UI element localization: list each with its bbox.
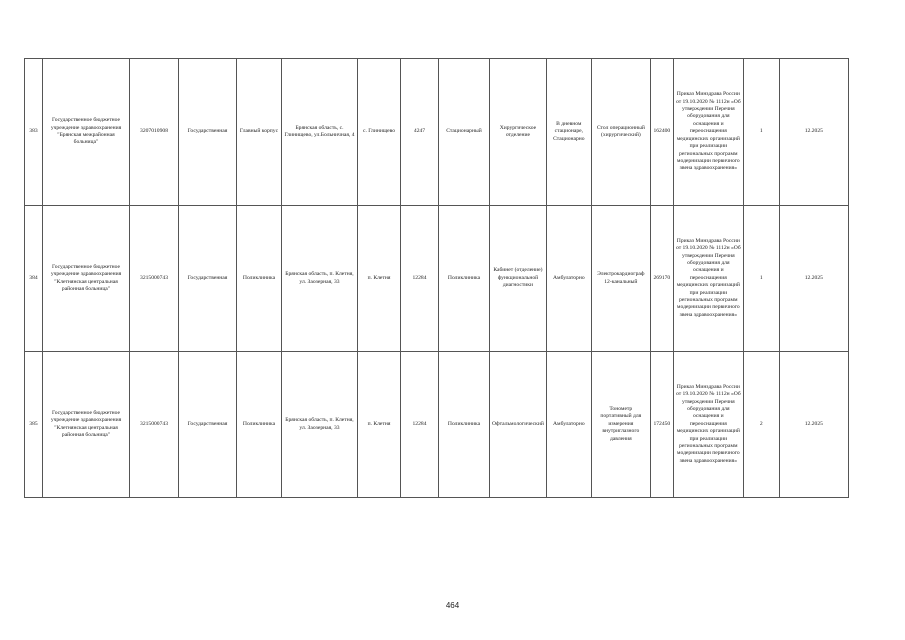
cell-org: Государственное бюджетное учреждение здравоохранения "Клетнянская центральная районная больница"	[43, 352, 130, 498]
table-row	[25, 352, 849, 498]
cell-order: Приказ Минздрава России от 19.10.2020 № 1112н «Об утверждении Перечня оборудования для оснащения и переоснащения медицинских организаций при реализации региональных программ модернизации первичного звена здравоохранения»	[673, 206, 743, 352]
cell-ownership: Государственная	[179, 352, 237, 498]
cell-care-type: Поликлиника	[439, 352, 490, 498]
cell-num: 385	[25, 352, 43, 498]
cell-period: 12.2025	[779, 59, 848, 206]
cell-period: 12.2025	[779, 206, 848, 352]
cell-settlement: п. Клетня	[358, 352, 401, 498]
equipment-table	[24, 58, 849, 498]
cell-order: Приказ Минздрава России от 19.10.2020 № 1112н «Об утверждении Перечня оборудования для оснащения и переоснащения медицинских организаций при реализации региональных программ модернизации первичного звена здравоохранения»	[673, 352, 743, 498]
cell-inn: 3207010908	[130, 59, 179, 206]
cell-population: 12284	[401, 352, 439, 498]
cell-org: Государственное бюджетное учреждение здравоохранения "Брянская межрайонная больница"	[43, 59, 130, 206]
cell-unit: Поликлиника	[237, 352, 282, 498]
cell-num: 384	[25, 206, 43, 352]
cell-num: 383	[25, 59, 43, 206]
cell-department: Кабинет (отделение) функциональной диагностики	[490, 206, 547, 352]
cell-address: Брянская область, п. Клетня, ул. Заозерная, 33	[282, 352, 358, 498]
cell-ownership: Государственная	[179, 59, 237, 206]
cell-order: Приказ Минздрава России от 19.10.2020 № 1112н «Об утверждении Перечня оборудования для оснащения и переоснащения медицинских организаций при реализации региональных программ модернизации первичного звена здравоохранения»	[673, 59, 743, 206]
cell-population: 12284	[401, 206, 439, 352]
cell-quantity: 2	[743, 352, 779, 498]
cell-address: Брянская область, с. Глинищево, ул.Больничная, 4	[282, 59, 358, 206]
cell-inn: 3215000743	[130, 352, 179, 498]
cell-code: 162400	[650, 59, 673, 206]
cell-quantity: 1	[743, 206, 779, 352]
cell-address: Брянская область, п. Клетня, ул. Заозерная, 33	[282, 206, 358, 352]
cell-population: 4247	[401, 59, 439, 206]
cell-equipment: Электрокардиограф 12-канальный	[591, 206, 650, 352]
table-body	[25, 59, 849, 498]
cell-inn: 3215000743	[130, 206, 179, 352]
cell-quantity: 1	[743, 59, 779, 206]
cell-unit: Главный корпус	[237, 59, 282, 206]
cell-unit: Поликлиника	[237, 206, 282, 352]
cell-code: 269170	[650, 206, 673, 352]
cell-code: 172450	[650, 352, 673, 498]
cell-settlement: п. Клетня	[358, 206, 401, 352]
cell-care-conditions: Амбулаторно	[546, 352, 591, 498]
cell-care-type: Поликлиника	[439, 206, 490, 352]
cell-department: Офтальмологический	[490, 352, 547, 498]
cell-period: 12.2025	[779, 352, 848, 498]
cell-care-conditions: В дневном стационаре, Стационарно	[546, 59, 591, 206]
cell-settlement: с. Глинищево	[358, 59, 401, 206]
cell-equipment: Тонометр портативный для измерения внутриглазного давления	[591, 352, 650, 498]
cell-department: Хирургическое отделение	[490, 59, 547, 206]
cell-ownership: Государственная	[179, 206, 237, 352]
table-row	[25, 206, 849, 352]
cell-org: Государственное бюджетное учреждение здравоохранения "Клетнянская центральная районная больница"	[43, 206, 130, 352]
cell-equipment: Стол операционный (хирургический)	[591, 59, 650, 206]
table-row	[25, 59, 849, 206]
cell-care-type: Стационарный	[439, 59, 490, 206]
cell-care-conditions: Амбулаторно	[546, 206, 591, 352]
page-number: 464	[445, 601, 460, 610]
